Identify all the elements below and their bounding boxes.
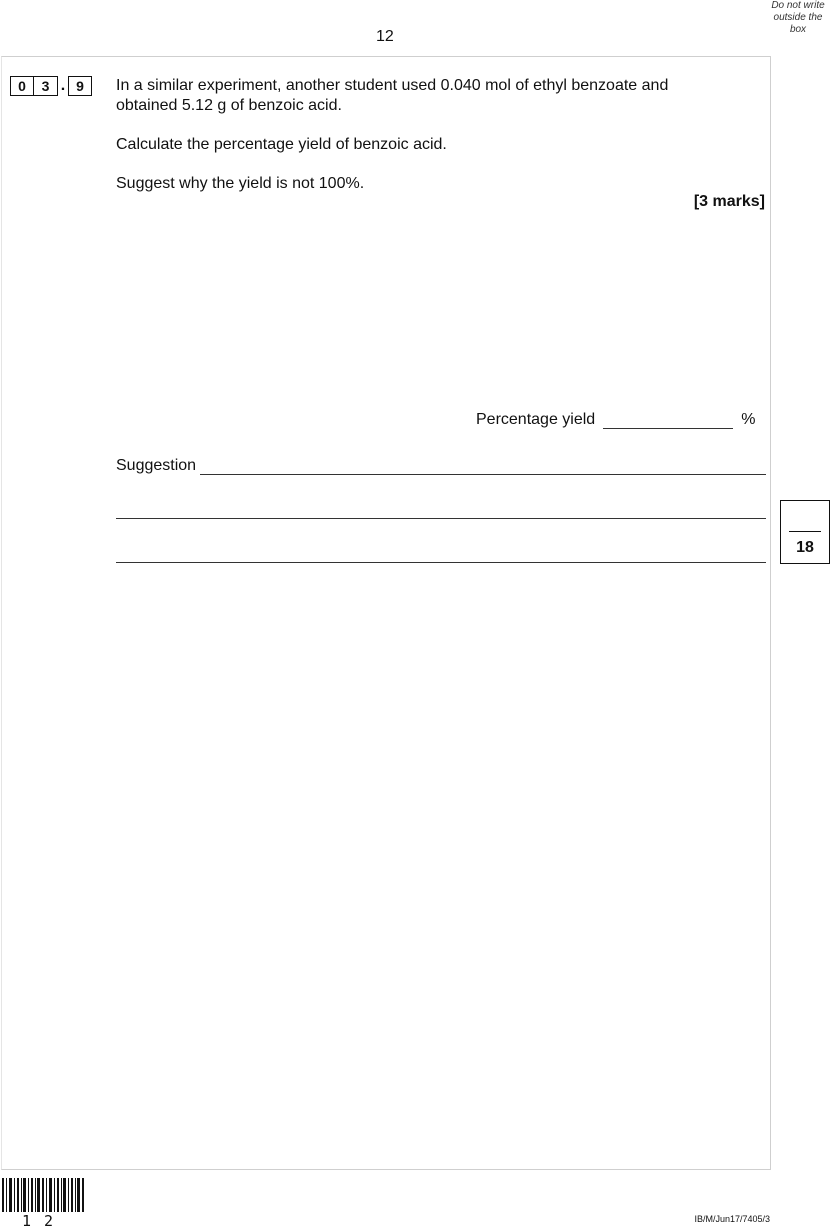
paper-reference: IB/M/Jun17/7405/3 — [694, 1214, 770, 1224]
suggestion-label: Suggestion — [116, 457, 197, 474]
answer-frame — [1, 56, 771, 1170]
margin-note — [768, 0, 828, 36]
percentage-yield-row — [476, 410, 755, 429]
question-instruction-suggest: Suggest why the yield is not 100%. — [116, 175, 365, 192]
margin-note-line-2: outside the — [773, 12, 823, 23]
margin-note-line-1: Do not write — [771, 0, 825, 11]
question-number — [10, 76, 92, 96]
barcode-graphic — [2, 1178, 86, 1212]
question-text-line-1: In a similar experiment, another student used 0.040 mol of ethyl benzoate and — [116, 77, 669, 94]
question-instruction-calculate: Calculate the percentage yield of benzoic acid. — [116, 136, 447, 153]
margin-note-line-3: box — [789, 24, 807, 35]
question-digit-2: 3 — [34, 76, 58, 96]
question-separator: . — [60, 77, 66, 94]
question-digit-1: 0 — [10, 76, 34, 96]
barcode-digits: 1 2 — [22, 1212, 56, 1230]
percentage-yield-answer-line[interactable] — [603, 410, 733, 429]
suggestion-answer-line-3[interactable] — [116, 562, 766, 563]
suggestion-answer-line-2[interactable] — [116, 518, 766, 519]
question-text-line-2: obtained 5.12 g of benzoic acid. — [116, 97, 342, 114]
suggestion-answer-line-1[interactable] — [200, 456, 766, 475]
suggestion-row — [116, 456, 766, 475]
page-score-box — [780, 500, 830, 564]
marks-label: [3 marks] — [693, 193, 765, 210]
score-entry-line — [789, 531, 821, 532]
percentage-yield-label: Percentage yield — [476, 411, 596, 428]
percentage-unit: % — [741, 411, 756, 428]
score-total: 18 — [796, 539, 814, 556]
page-number: 12 — [376, 28, 394, 45]
question-digit-3: 9 — [68, 76, 92, 96]
